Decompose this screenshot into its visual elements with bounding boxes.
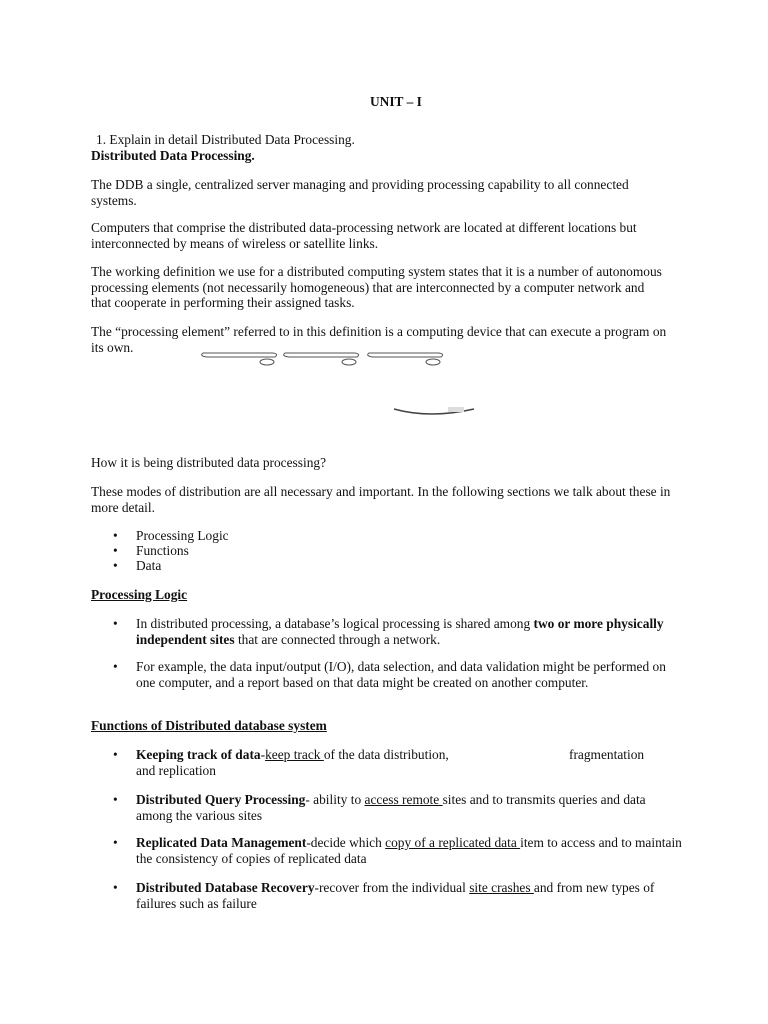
- paragraph-modes: These modes of distribution are all necessary and important. In the following sections we talk about these in more detail.: [91, 484, 671, 515]
- bullet: •: [113, 835, 118, 850]
- function-item-query-processing: Distributed Query Processing- ability to access remote sites and to transmits queries and data among the various sites: [136, 792, 646, 823]
- processing-logic-item-2: For example, the data input/output (I/O), data selection, and data validation might be performed on one computer, and a report based on that data might be created on another computer.: [136, 659, 666, 690]
- function-item-replicated-data: Replicated Data Management-decide which copy of a replicated data item to access and to maintain the consistency of copies of replicated data: [136, 835, 682, 866]
- paragraph-ddb: The DDB a single, centralized server managing and providing processing capability to all connected systems.: [91, 177, 629, 208]
- bullet: •: [113, 558, 118, 573]
- paragraph-working-definition: The working definition we use for a distributed computing system states that it is a number of autonomous processing elements (not necessarily homogeneous) that are interconnected by a computer network and that cooperate in performing their assigned tasks.: [91, 264, 662, 310]
- bullet: •: [113, 880, 118, 895]
- paragraph-computers: Computers that comprise the distributed data-processing network are located at different locations but interconnected by means of wireless or satellite links.: [91, 220, 637, 251]
- heading-distributed-data-processing: Distributed Data Processing.: [91, 148, 255, 163]
- function-item-keeping-track: Keeping track of data-keep track of the data distribution, fragmentation and replication: [136, 747, 645, 778]
- connector-arrows-graphic: [195, 348, 455, 368]
- list-item: Processing Logic: [136, 528, 229, 543]
- bullet: •: [113, 747, 118, 762]
- paragraph-processing-element: The “processing element” referred to in this definition is a computing device that can execute a program on its own.: [91, 324, 667, 355]
- unit-title: UNIT – I: [370, 94, 422, 109]
- list-item: Data: [136, 558, 162, 573]
- processing-logic-item-1: In distributed processing, a database’s logical processing is shared among two or more physically independent sites that are connected through a network.: [136, 616, 664, 647]
- heading-functions: Functions of Distributed database system: [91, 718, 327, 733]
- bullet: •: [113, 528, 118, 543]
- bullet: •: [113, 659, 118, 674]
- question-text: 1. Explain in detail Distributed Data Processing.: [96, 132, 355, 147]
- bullet: •: [113, 616, 118, 631]
- bullet: •: [113, 543, 118, 558]
- bullet: •: [113, 792, 118, 807]
- how-question: How it is being distributed data processing?: [91, 455, 327, 470]
- connector-curve-graphic: [390, 405, 480, 421]
- list-item: Functions: [136, 543, 189, 558]
- function-item-database-recovery: Distributed Database Recovery-recover from the individual site crashes and from new types of failures such as failure: [136, 880, 655, 911]
- heading-processing-logic: Processing Logic: [91, 587, 188, 602]
